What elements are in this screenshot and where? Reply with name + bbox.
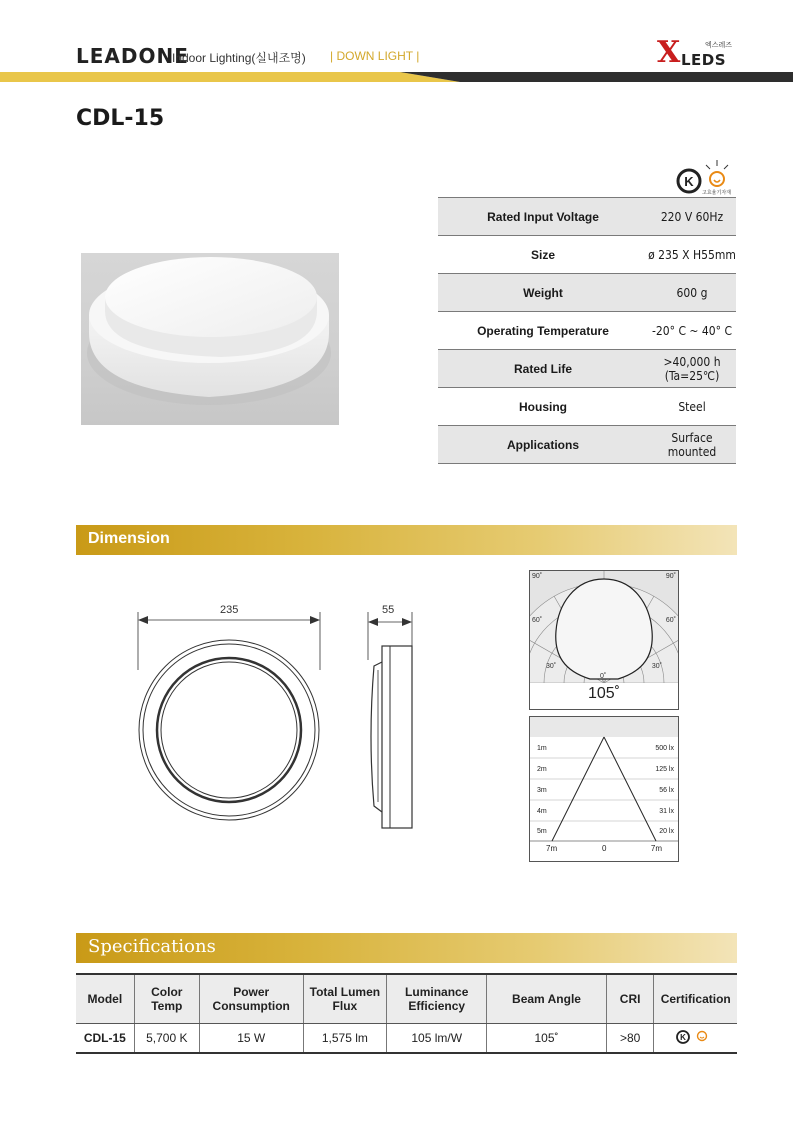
spec-label: Rated Input Voltage [438,198,648,236]
spec-value: Surface mounted [648,426,736,464]
header-category: | DOWN LIGHT | [330,49,420,63]
polar-diagram [529,570,679,710]
xleds-logo [657,35,747,70]
cell-model: CDL-15 [76,1024,134,1054]
distance-label: 4m [537,808,547,815]
cell-color-temp: 5,700 K [134,1024,199,1054]
side-view-drawing [360,600,420,840]
table-header-row [76,974,737,1024]
lux-label: 31 lx [659,808,674,815]
cell-efficiency: 105 lm/W [387,1024,487,1054]
lux-label: 125 lx [655,766,674,773]
cell-certification [654,1024,737,1054]
lux-label: 500 lx [655,745,674,752]
certification-icon [674,1028,718,1046]
dimension-section-header [76,525,737,555]
brand-text: LEADONE [76,44,189,68]
spec-value: 220 V 60Hz [648,198,736,236]
column-header: CRI [606,974,654,1024]
width-right-label: 7m [650,844,662,853]
header-subtitle: Indoor Lighting(실내조명) [172,51,306,65]
front-view-drawing [130,600,330,840]
illuminance-diagram [529,716,679,862]
spec-row [438,198,736,236]
svg-text:K: K [679,1032,686,1042]
distance-label: 1m [537,745,547,752]
polar-label-60-left: 60˚ [532,617,543,624]
center-label: 0 [602,844,607,853]
width-left-label: 7m [546,844,558,853]
column-header: Beam Angle [487,974,607,1024]
spec-value: -20° C ~ 40° C [648,312,736,350]
table-row [76,1024,737,1054]
distance-label: 3m [537,787,547,794]
specifications-title: Specifications [88,936,216,957]
width-dimension-label: 235 [220,604,239,616]
spec-label: Rated Life [438,350,648,388]
column-header: Model [76,974,134,1024]
distance-label: 2m [537,766,547,773]
spec-label: Housing [438,388,648,426]
polar-label-60-right: 60˚ [665,617,676,624]
column-header: Luminance Efficiency [387,974,487,1024]
spec-summary-table [438,197,736,464]
specifications-table [76,973,737,1054]
xleds-text: LEDS [681,51,727,69]
beam-angle-label: 105˚ [587,685,621,702]
polar-label-90-left: 90˚ [532,573,543,580]
spec-row [438,426,736,464]
specifications-section-header [76,933,737,963]
distance-label: 5m [537,828,547,835]
spec-label: Weight [438,274,648,312]
spec-row [438,350,736,388]
certification-logos [676,155,740,202]
product-photo [81,253,339,425]
spec-row [438,236,736,274]
spec-label: Operating Temperature [438,312,648,350]
spec-value: >40,000 h (Ta=25℃) [648,350,736,388]
spec-label: Size [438,236,648,274]
column-header: Total Lumen Flux [303,974,387,1024]
efficiency-label: 고효율기자재 [702,190,731,196]
lux-label: 20 lx [659,828,674,835]
cell-lumen: 1,575 lm [303,1024,387,1054]
lux-label: 56 lx [659,787,674,794]
xleds-korean: 엑스레즈 [705,42,733,49]
polar-label-90-right: 90˚ [665,573,676,580]
dimension-title: Dimension [88,530,170,547]
spec-row [438,312,736,350]
svg-text:K: K [684,174,694,189]
spec-value: 600 g [648,274,736,312]
page-title: CDL-15 [76,106,165,131]
polar-label-0: 0˚ [600,673,607,680]
column-header: Power Consumption [199,974,303,1024]
polar-label-30-left: 30˚ [546,663,557,670]
cell-beam-angle: 105˚ [487,1024,607,1054]
polar-label-30-right: 30˚ [651,663,662,670]
spec-row [438,388,736,426]
xleds-x: X [657,35,681,70]
product-image [81,253,339,425]
column-header: Certification [654,974,737,1024]
height-dimension-label: 55 [382,604,395,616]
spec-value: Steel [648,388,736,426]
cell-power: 15 W [199,1024,303,1054]
illuminance-cone [530,717,678,861]
header-bar [0,72,793,82]
column-header: Color Temp [134,974,199,1024]
spec-row [438,274,736,312]
spec-value: ø 235 X H55mm [648,236,736,274]
spec-label: Applications [438,426,648,464]
cell-cri: >80 [606,1024,654,1054]
